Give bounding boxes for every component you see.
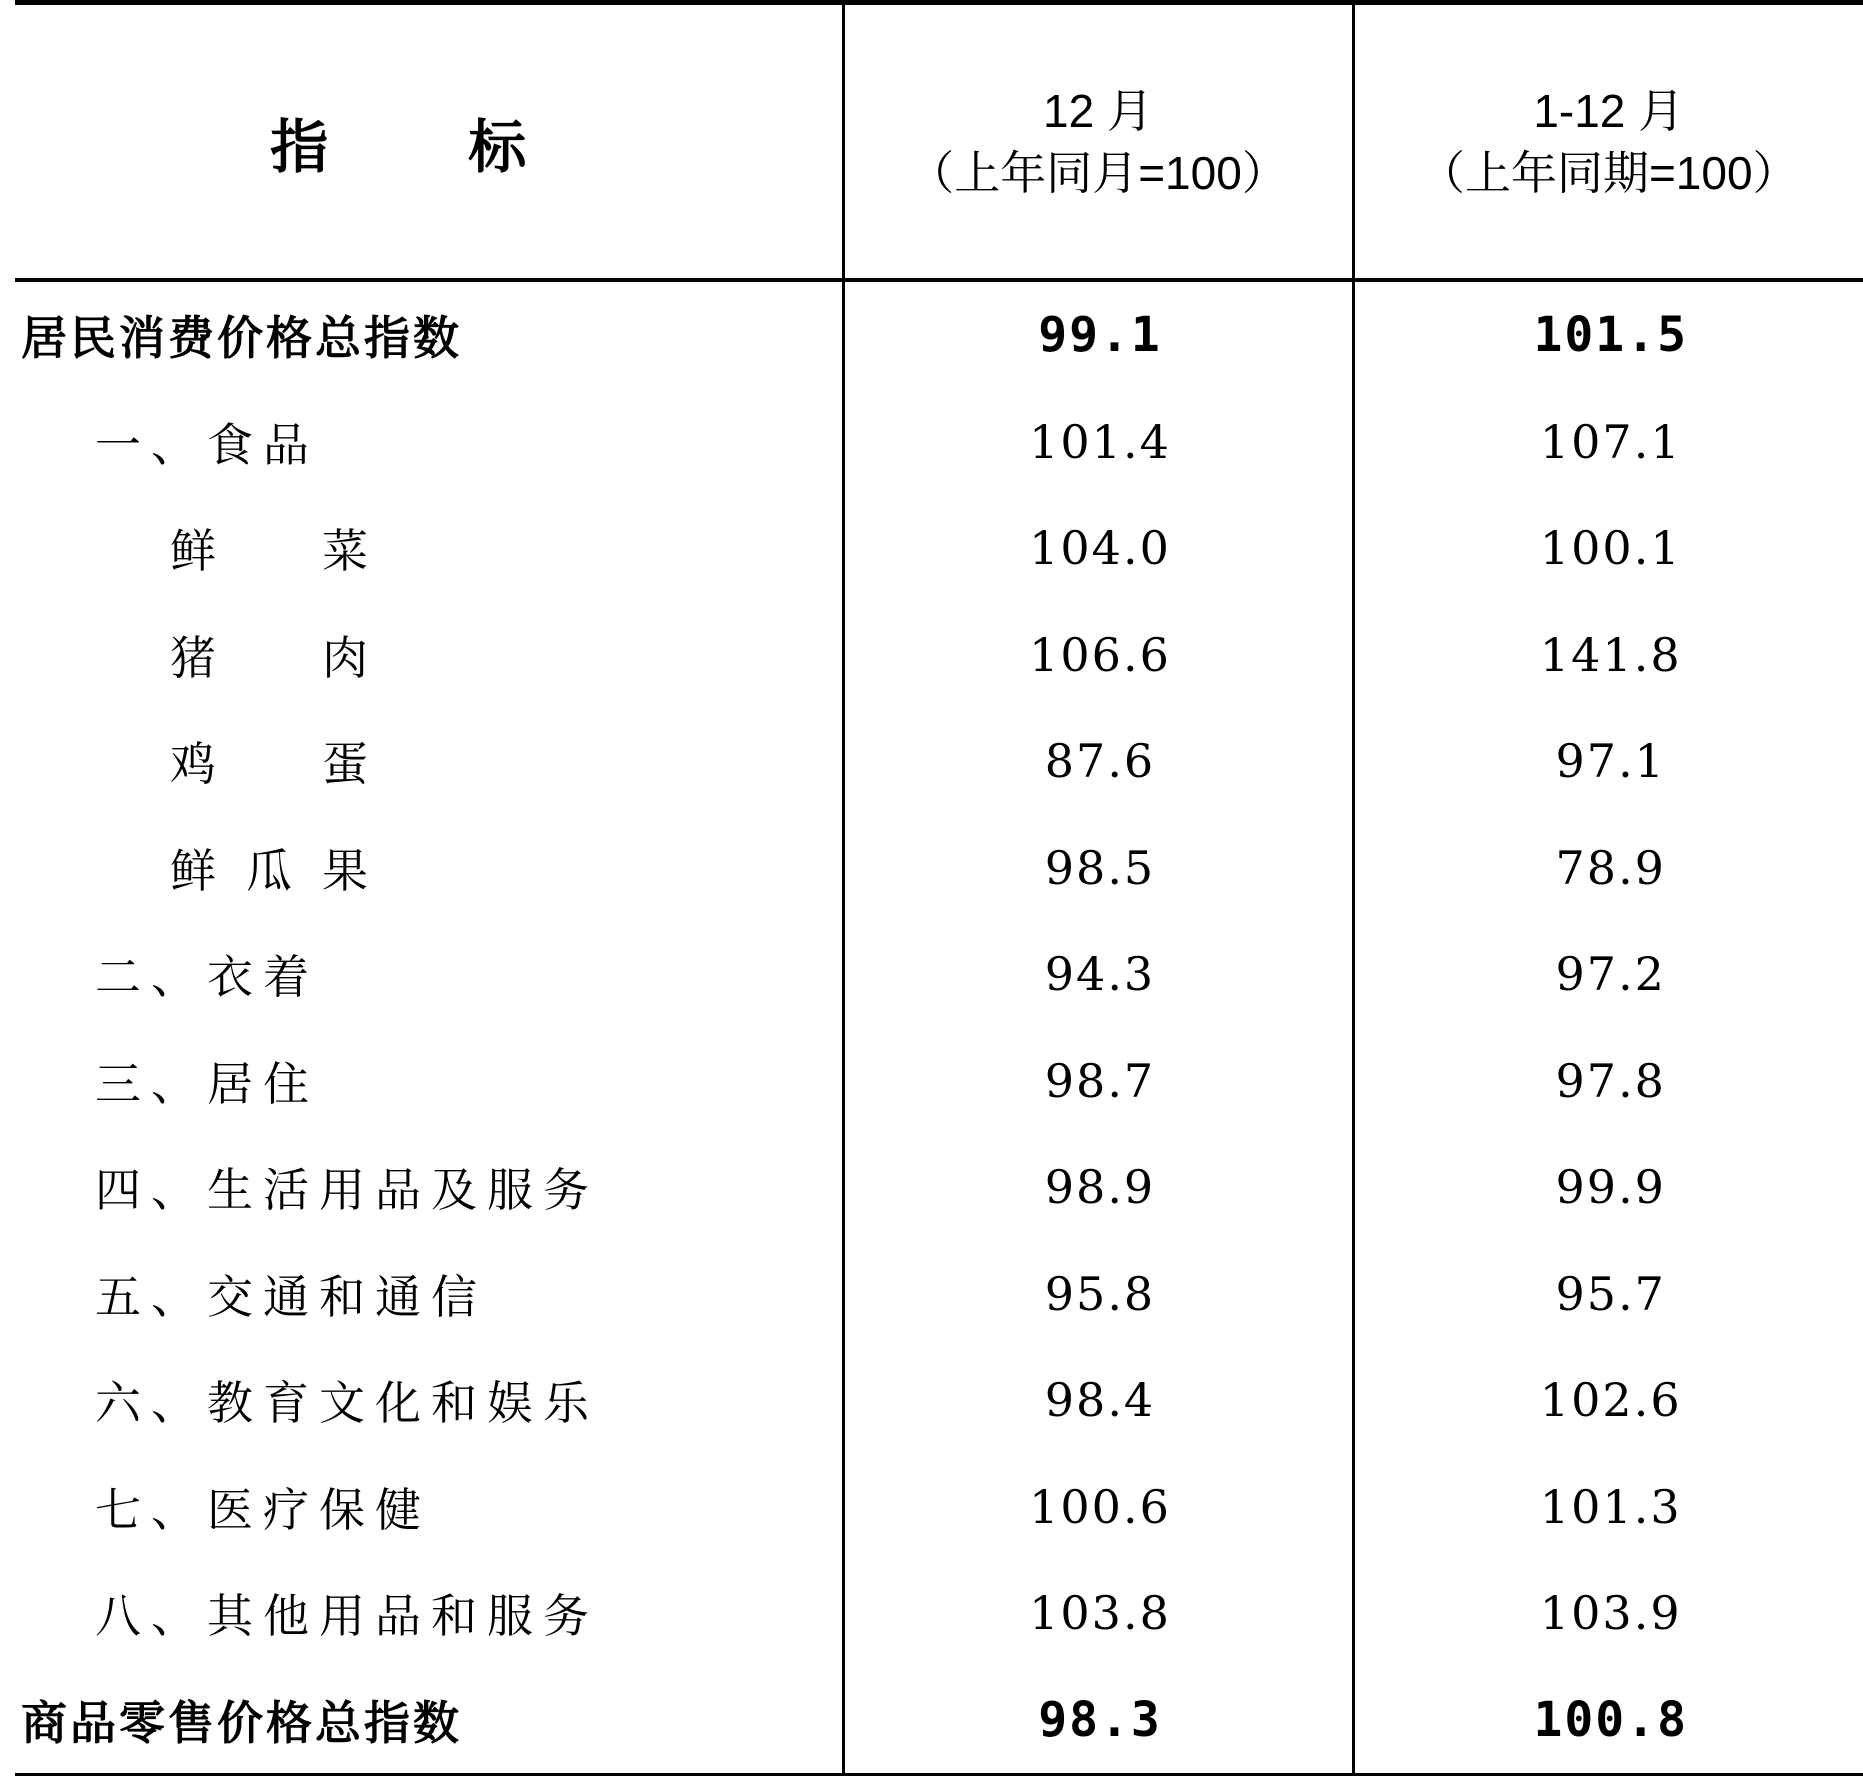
table-row [15,815,1863,922]
row-label [15,815,843,922]
cell-december-index: 98.5 [843,815,1353,922]
cell-ytd-index: 100.8 [1353,1667,1863,1775]
row-label: 八、其他用品和服务 [15,1560,843,1667]
header-december-base: （上年同月=100） [845,142,1352,204]
cell-ytd-index: 97.1 [1353,708,1863,815]
row-label-char: 果 [322,844,378,898]
cell-december-index: 103.8 [843,1560,1353,1667]
row-label: 六、教育文化和娱乐 [15,1347,843,1454]
table-row [15,921,1863,1028]
row-label [15,708,843,815]
header-indicator [15,3,843,281]
header-december-period: 12 月 [845,80,1352,142]
price-index-table [15,0,1863,1776]
cell-december-index: 87.6 [843,708,1353,815]
header-indicator-char-2: 标 [468,113,526,181]
header-ytd-base: （上年同期=100） [1355,142,1863,204]
cell-ytd-index: 107.1 [1353,389,1863,496]
table-row [15,495,1863,602]
table-row [15,1560,1863,1667]
cell-ytd-index: 99.9 [1353,1134,1863,1241]
row-label-char: 肉 [322,631,378,685]
row-label: 七、医疗保健 [15,1454,843,1561]
cell-december-index: 100.6 [843,1454,1353,1561]
table-row [15,1241,1863,1348]
cell-december-index: 98.7 [843,1028,1353,1135]
row-label: 四、生活用品及服务 [15,1134,843,1241]
cell-ytd-index: 78.9 [1353,815,1863,922]
cell-ytd-index: 95.7 [1353,1241,1863,1348]
table-row [15,1134,1863,1241]
table-row [15,280,1863,389]
cell-december-index: 98.4 [843,1347,1353,1454]
cell-december-index: 104.0 [843,495,1353,602]
row-label-char: 猪 [170,631,226,685]
row-label-char: 鲜 [170,524,226,578]
cell-december-index: 98.9 [843,1134,1353,1241]
table-row [15,1347,1863,1454]
cell-ytd-index: 101.3 [1353,1454,1863,1561]
table-header [15,3,1863,281]
header-december [843,3,1353,281]
header-ytd-period: 1-12 月 [1355,80,1863,142]
cell-ytd-index: 100.1 [1353,495,1863,602]
row-label-char: 鸡 [170,737,226,791]
cell-december-index: 94.3 [843,921,1353,1028]
table-row [15,602,1863,709]
row-label-char: 菜 [322,524,378,578]
header-indicator-char-1: 指 [270,113,328,181]
cell-december-index: 99.1 [843,280,1353,389]
cell-ytd-index: 102.6 [1353,1347,1863,1454]
row-label-char: 鲜 [170,844,226,898]
cell-december-index: 101.4 [843,389,1353,496]
cell-ytd-index: 101.5 [1353,280,1863,389]
row-label: 一、食品 [15,389,843,496]
cell-ytd-index: 97.2 [1353,921,1863,1028]
row-label [15,602,843,709]
table-row [15,1454,1863,1561]
cell-december-index: 106.6 [843,602,1353,709]
header-year-to-date [1353,3,1863,281]
table-row [15,1667,1863,1775]
table-row [15,1028,1863,1135]
cell-ytd-index: 97.8 [1353,1028,1863,1135]
row-label: 五、交通和通信 [15,1241,843,1348]
row-label [15,495,843,602]
row-label: 商品零售价格总指数 [15,1667,843,1775]
cell-ytd-index: 103.9 [1353,1560,1863,1667]
cell-ytd-index: 141.8 [1353,602,1863,709]
table-row [15,389,1863,496]
row-label: 二、衣着 [15,921,843,1028]
table-body [15,280,1863,1775]
row-label: 居民消费价格总指数 [15,280,843,389]
cell-december-index: 95.8 [843,1241,1353,1348]
row-label: 三、居住 [15,1028,843,1135]
cell-december-index: 98.3 [843,1667,1353,1775]
table-row [15,708,1863,815]
header-row [15,3,1863,281]
row-label-char: 蛋 [322,737,378,791]
row-label-char: 瓜 [246,844,302,898]
